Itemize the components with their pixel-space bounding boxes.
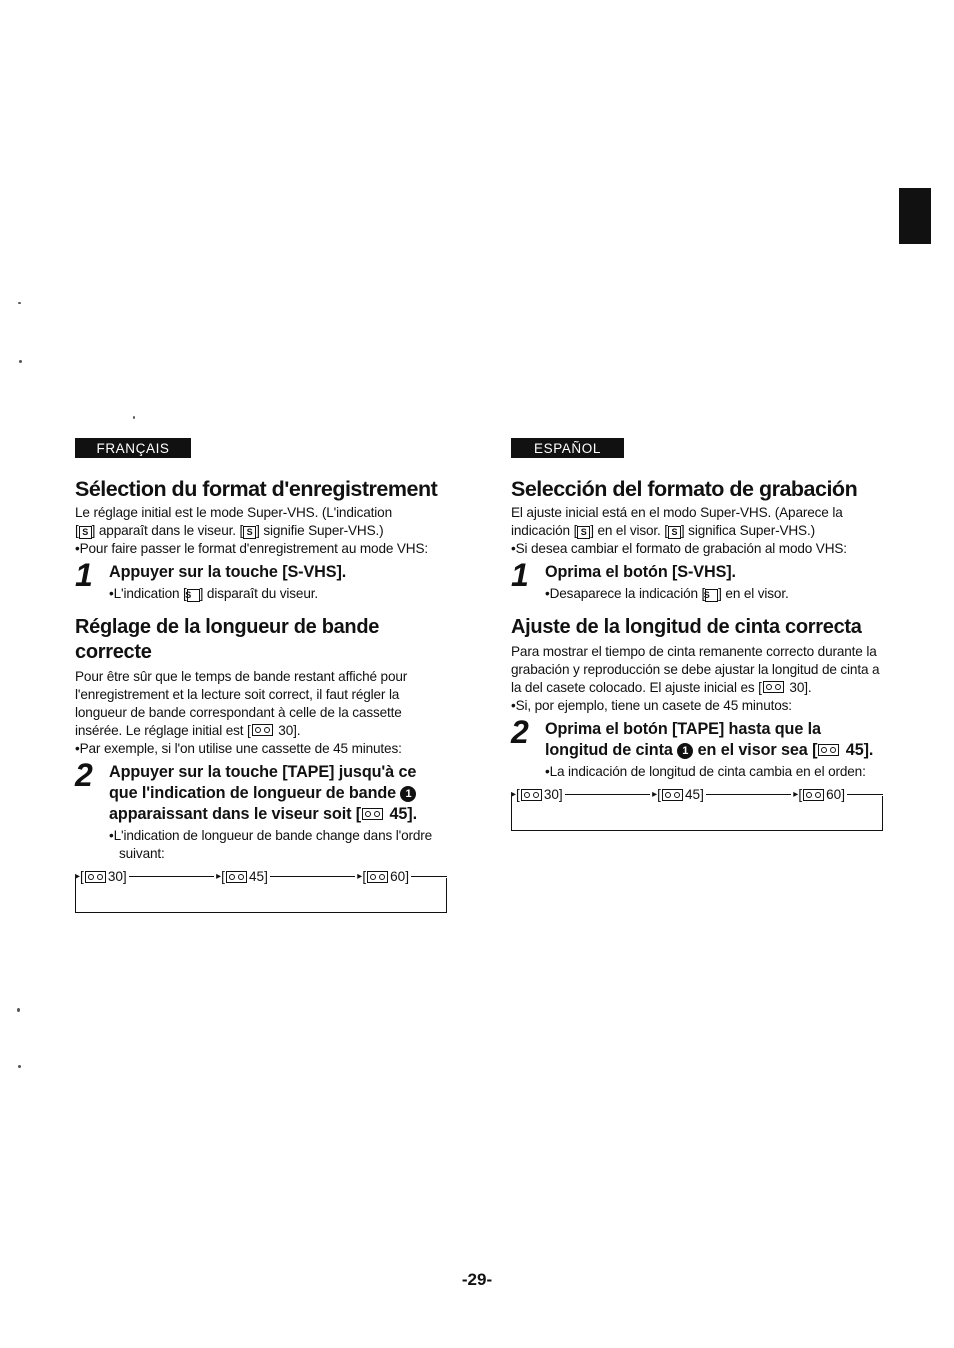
intro-text-2b: ] signifie Super-VHS.) bbox=[256, 523, 384, 538]
step-1-es bbox=[511, 557, 883, 603]
intro-paragraph-fr: Le réglage initial est le mode Super-VHS. (L'indication [ S ] apparaît dans le viseur. [ S ] signifie Super-VHS.) bbox=[75, 505, 392, 538]
step-number: 1 bbox=[75, 557, 93, 593]
scan-speck bbox=[18, 1065, 21, 1068]
cassette-icon bbox=[662, 789, 683, 801]
cycle-step: [ 60] bbox=[362, 869, 409, 884]
arrow-right-icon: ▸ bbox=[652, 788, 658, 800]
s-vhs-icon: S bbox=[577, 526, 590, 539]
bullet-example-fr: •Par exemple, si l'on utilise une cassette de 45 minutes: bbox=[75, 741, 402, 756]
cycle-step: [ 45] bbox=[657, 787, 704, 802]
language-label-french: FRANÇAIS bbox=[75, 438, 191, 458]
cassette-icon bbox=[367, 871, 388, 883]
cassette-icon bbox=[818, 744, 839, 756]
bullet-vhs-es: •Si desea cambiar el formato de grabación al modo VHS: bbox=[511, 541, 847, 556]
tape-length-paragraph-fr: Pour être sûr que le temps de bande restant affiché pour l'enregistrement et la lecture soit correct, il faut régler la longueur de bande correspondant à celle de la cassette insérée. Le réglage initial est [ 30]. bbox=[75, 669, 408, 738]
scan-speck bbox=[133, 416, 135, 419]
step-1-fr bbox=[75, 557, 447, 603]
step-2-fr bbox=[75, 757, 447, 863]
scan-speck bbox=[19, 360, 22, 363]
section-title-format-fr: Sélection du format d'enregistrement bbox=[75, 477, 438, 501]
cassette-icon bbox=[362, 808, 383, 820]
s-vhs-icon: S bbox=[243, 526, 256, 539]
bullet-example-es: •Si, por ejemplo, tiene un casete de 45 minutos: bbox=[511, 698, 792, 713]
section-title-format-es: Selección del formato de grabación bbox=[511, 477, 858, 501]
section-title-tape-length-fr: Réglage de la longueur de bande correcte bbox=[75, 616, 380, 663]
cassette-icon bbox=[85, 871, 106, 883]
step-number: 2 bbox=[511, 714, 529, 750]
arrow-right-icon: ▸ bbox=[216, 870, 222, 882]
cycle-step: [ 30] bbox=[80, 869, 127, 884]
step-number: 2 bbox=[75, 757, 93, 793]
section-title-tape-length-es: Ajuste de la longitud de cinta correcta bbox=[511, 616, 862, 638]
tape-length-paragraph-es: Para mostrar el tiempo de cinta remanente correcto durante la grabación y reproducción se debe ajustar la longitud de cinta a la del casete colocado. El ajuste inicial es [ 30]. bbox=[511, 644, 880, 695]
s-vhs-icon: S bbox=[705, 589, 718, 602]
cassette-icon bbox=[521, 789, 542, 801]
tape-length-cycle-fr bbox=[75, 869, 447, 913]
cassette-icon bbox=[763, 681, 784, 693]
language-label-spanish: ESPAÑOL bbox=[511, 438, 624, 458]
page-number: -29- bbox=[461, 1270, 493, 1289]
step-2-note-es: •La indicación de longitud de cinta cambia en el orden: bbox=[545, 764, 866, 779]
step-1-instruction-fr: Appuyer sur la touche [S-VHS]. bbox=[109, 563, 347, 581]
bullet-vhs-fr: •Pour faire passer le format d'enregistrement au mode VHS: bbox=[75, 541, 429, 556]
arrow-right-icon: ▸ bbox=[511, 788, 517, 800]
step-number: 1 bbox=[511, 557, 529, 593]
arrow-right-icon: ▸ bbox=[75, 870, 81, 882]
step-1-instruction-es: Oprima el botón [S-VHS]. bbox=[545, 563, 736, 581]
arrow-right-icon: ▸ bbox=[357, 870, 363, 882]
step-1-note-fr: •L'indication [S ] disparaît du viseur. bbox=[109, 586, 319, 601]
callout-one-icon: 1 bbox=[400, 786, 416, 802]
step-2-instruction-es: Oprima el botón [TAPE] hasta que la longitud de cinta 1 en el visor sea [ 45]. bbox=[545, 720, 874, 759]
callout-one-icon: 1 bbox=[677, 743, 693, 759]
step-2-es bbox=[511, 714, 883, 781]
scan-speck bbox=[18, 302, 21, 304]
cassette-icon bbox=[226, 871, 247, 883]
cycle-step: [ 45] bbox=[221, 869, 268, 884]
cassette-icon bbox=[803, 789, 824, 801]
step-2-note-fr: •L'indication de longueur de bande change dans l'ordre suivant: bbox=[109, 828, 433, 861]
section-tab-marker bbox=[899, 188, 931, 244]
s-vhs-icon: S bbox=[668, 526, 681, 539]
cycle-step: [ 30] bbox=[516, 787, 563, 802]
step-1-note-es: •Desaparece la indicación [S ] en el visor. bbox=[545, 586, 789, 601]
arrow-right-icon: ▸ bbox=[793, 788, 799, 800]
intro-paragraph-es: El ajuste inicial está en el modo Super-VHS. (Aparece la indicación [ S ] en el visor. [ S ] significa Super-VHS.) bbox=[511, 505, 843, 538]
intro-text-2a: ] apparaît dans le viseur. [ bbox=[91, 523, 244, 538]
s-vhs-icon: S bbox=[79, 526, 92, 539]
intro-text-1: Le réglage initial est le mode Super-VHS. (L'indication bbox=[75, 505, 392, 520]
scan-speck bbox=[17, 1008, 20, 1012]
cassette-icon bbox=[252, 724, 273, 736]
step-2-instruction-fr: Appuyer sur la touche [TAPE] jusqu'à ce que l'indication de longueur de bande 1 apparaissant dans le viseur soit [ 45]. bbox=[109, 763, 418, 823]
s-vhs-icon: S bbox=[187, 589, 200, 602]
french-column bbox=[75, 438, 447, 913]
cycle-step: [ 60] bbox=[798, 787, 845, 802]
spanish-column bbox=[511, 438, 883, 831]
tape-length-cycle-es bbox=[511, 787, 883, 831]
